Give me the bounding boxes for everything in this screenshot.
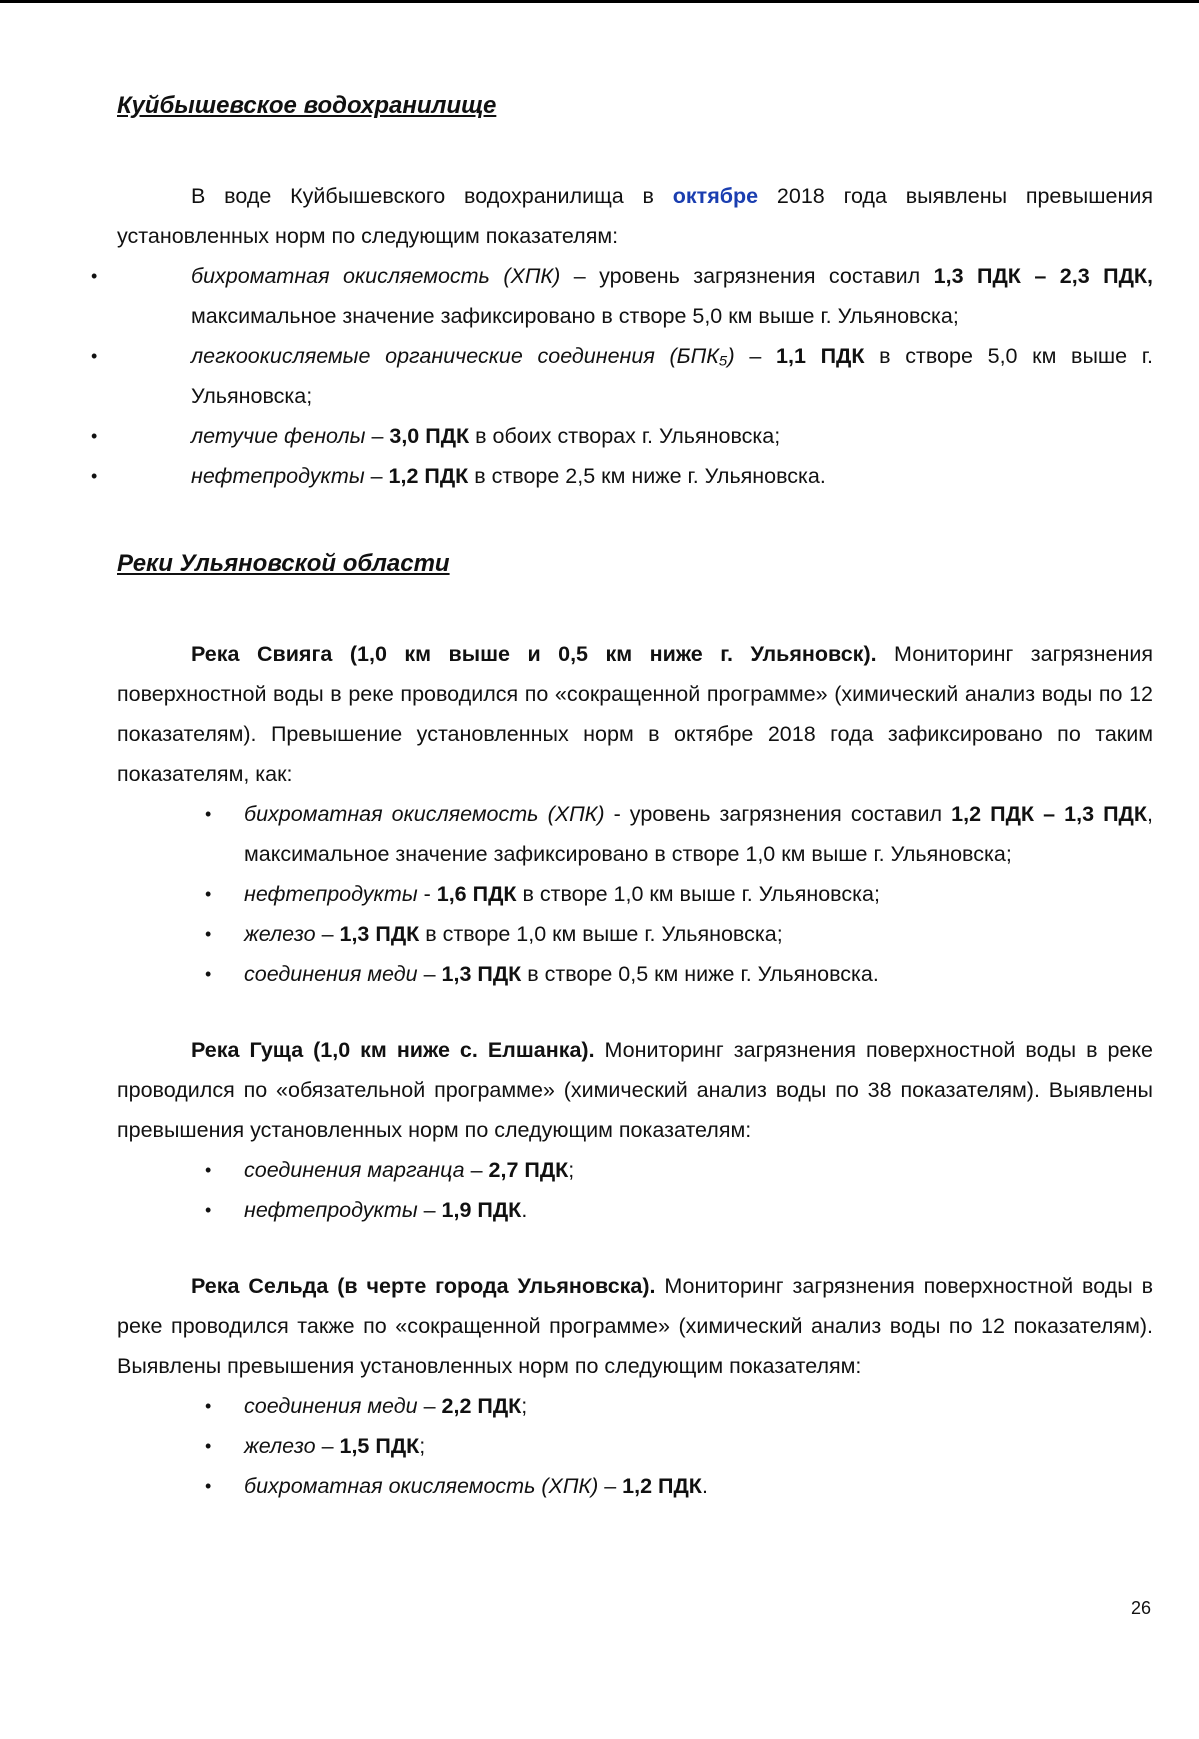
item-value: 1,2 ПДК – 1,3 ПДК [951,802,1147,826]
guscha-lead: Река Гуща (1,0 км ниже с. Елшанка). [191,1038,595,1062]
list-item [117,1466,1153,1506]
bullet-icon: • [205,884,212,904]
item-name: железо [244,1434,316,1458]
item-name: бихроматная окисляемость (ХПК) [244,1474,599,1498]
item-separator: – [598,1474,623,1498]
item-value: 1,1 ПДК [776,344,865,368]
item-name: железо [244,922,316,946]
document-page [91,80,1154,1506]
list-item [91,416,1153,456]
item-value: 1,2 ПДК [388,464,469,488]
section-heading-rivers: Реки Ульяновской области [117,550,450,577]
item-separator: – [417,962,442,986]
list-item [117,874,1153,914]
item-name: соединения марганца [244,1158,465,1182]
bullet-icon: • [205,964,212,984]
bullet-icon: • [91,466,98,486]
item-name: нефтепродукты [244,1198,418,1222]
item-value: 1,6 ПДК [436,882,517,906]
kuibyshev-list [91,256,1153,496]
bullet-icon: • [91,266,98,286]
intro-text-a: В воде Куйбышевского водохранилища в [191,184,673,208]
item-separator: – [417,1198,442,1222]
bullet-icon: • [205,1160,212,1180]
list-item [91,256,1153,336]
selda-list [117,1386,1153,1506]
item-separator: - [417,882,437,906]
selda-text: Мониторинг загрязнения поверхностной воды в реке проводился также по «сокращенной программе» (химический анализ воды по 12 показателям). Выявлены превышения установленных норм по следующим показателям: [117,1274,1154,1378]
item-rest: ; [521,1394,528,1418]
sviyaga-text: Мониторинг загрязнения поверхностной воды в реке проводился по «сокращенной программе» (химический анализ воды по 12 показателям). Превышение установленных норм в октябре 2018 года зафиксировано по таким показателям, как: [117,642,1153,786]
list-item [91,456,1153,496]
item-rest: в створе 1,0 км выше г. Ульяновска; [419,922,783,946]
item-value: 1,3 ПДК [339,922,420,946]
guscha-text: Мониторинг загрязнения поверхностной воды в реке проводился по «обязательной программе» (химический анализ воды по 38 показателям). Выявлены превышения установленных норм по следующим показателям: [117,1038,1153,1142]
item-separator: – [365,424,390,448]
guscha-paragraph [117,1030,1153,1150]
item-rest: в обоих створах г. Ульяновска; [469,424,781,448]
item-name: бихроматная окисляемость (ХПК) [191,264,561,288]
list-item [117,1426,1153,1466]
item-name: летучие фенолы [191,424,366,448]
section-heading-kuibyshev: Куйбышевское водохранилище [117,92,497,119]
list-item [117,1190,1153,1230]
list-item [117,914,1153,954]
item-name: нефтепродукты [244,882,418,906]
sviyaga-lead: Река Свияга (1,0 км выше и 0,5 км ниже г. Ульяновск). [191,642,877,666]
item-value: 2,7 ПДК [488,1158,569,1182]
item-separator: – уровень загрязнения составил [560,264,934,288]
item-separator: – [315,922,340,946]
item-rest: . [521,1198,528,1222]
bullet-icon: • [205,1200,212,1220]
intro-month-highlight: октябре [672,184,759,208]
item-name: бихроматная окисляемость (ХПК) [244,802,605,826]
page-number: 26 [1131,1598,1152,1618]
item-rest: , максимальное значение зафиксировано в створе 1,0 км выше г. Ульяновска; [244,802,1153,866]
item-value: 1,9 ПДК [441,1198,522,1222]
item-rest: . [701,1474,708,1498]
item-value: 1,3 ПДК – 2,3 ПДК, [933,264,1153,288]
intro-text-b: 2018 года выявлены превышения установленных норм по следующим показателям: [117,184,1153,248]
item-rest: ; [568,1158,575,1182]
item-name: соединения меди [244,1394,418,1418]
list-item [91,336,1153,416]
item-separator: – [464,1158,489,1182]
list-item [117,1386,1153,1426]
bullet-icon: • [205,1436,212,1456]
scan-top-border [0,0,1199,3]
item-value: 1,5 ПДК [339,1434,420,1458]
list-item [117,954,1153,994]
intro-paragraph [117,176,1153,256]
bullet-icon: • [91,426,98,446]
item-rest: в створе 2,5 км ниже г. Ульяновска. [468,464,826,488]
item-rest: в створе 5,0 км выше г. Ульяновска; [191,344,1153,408]
item-rest: максимальное значение зафиксировано в створе 5,0 км выше г. Ульяновска; [191,304,959,328]
bullet-icon: • [205,1476,212,1496]
item-value: 1,2 ПДК [622,1474,702,1498]
item-rest: в створе 1,0 км выше г. Ульяновска; [516,882,880,906]
list-item [117,794,1153,874]
item-separator: – [364,464,389,488]
selda-lead: Река Сельда (в черте города Ульяновска). [191,1274,656,1298]
item-name: нефтепродукты [191,464,365,488]
guscha-list [117,1150,1153,1230]
item-separator: – [417,1394,442,1418]
bullet-icon: • [205,924,212,944]
item-rest: в створе 0,5 км ниже г. Ульяновска. [521,962,879,986]
selda-paragraph [117,1266,1153,1386]
sviyaga-list [117,794,1153,994]
item-separator: - уровень загрязнения составил [604,802,952,826]
bullet-icon: • [91,346,98,366]
item-rest: ; [419,1434,426,1458]
item-value: 2,2 ПДК [441,1394,522,1418]
item-name: соединения меди [244,962,418,986]
item-separator: – [734,344,777,368]
bullet-icon: • [205,1396,212,1416]
item-name: легкоокисляемые органические соединения (БПК₅) [191,344,735,368]
list-item [117,1150,1153,1190]
item-value: 1,3 ПДК [441,962,522,986]
item-separator: – [315,1434,340,1458]
sviyaga-paragraph [117,634,1153,794]
bullet-icon: • [205,804,212,824]
item-value: 3,0 ПДК [389,424,470,448]
